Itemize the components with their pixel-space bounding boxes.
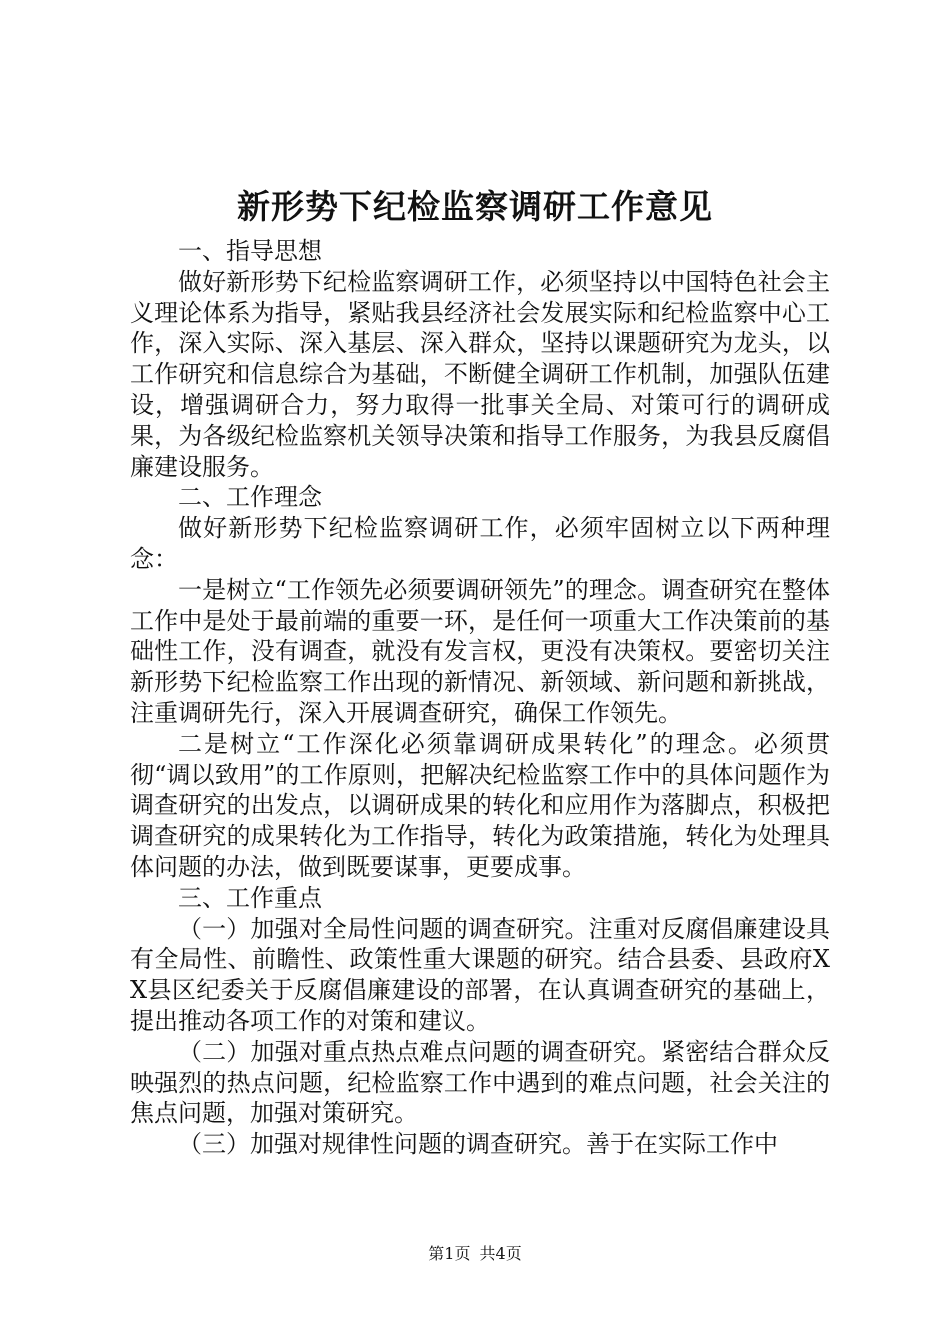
page-number: 第1页 — [428, 1244, 471, 1263]
paragraph: 一是树立“工作领先必须要调研领先”的理念。调查研究在整体工作中是处于最前端的重要一环，是任何一项重大工作决策前的基础性工作，没有调查，就没有发言权，更没有决策权。要密切关注新形势下纪检监察工作出现的新情况、新领域、新问题和新挑战，注重调研先行，深入开展调查研究，确保工作领先。 — [130, 575, 830, 727]
page-total: 共4页 — [479, 1244, 522, 1263]
document-body — [130, 236, 830, 1160]
section-heading: 二、工作理念 — [178, 483, 322, 512]
paragraph: （三）加强对规律性问题的调查研究。善于在实际工作中 — [178, 1130, 778, 1159]
paragraph: 二是树立“工作深化必须靠调研成果转化”的理念。必须贯彻“调以致用”的工作原则，把解决纪检监察工作中的具体问题作为调查研究的出发点，以调研成果的转化和应用作为落脚点，积极把调查研究的成果转化为工作指导，转化为政策措施，转化为处理具体问题的办法，做到既要谋事，更要成事。 — [130, 729, 830, 881]
paragraph: （一）加强对全局性问题的调查研究。注重对反腐倡廉建设具有全局性、前瞻性、政策性重大课题的研究。结合县委、县政府XX县区纪委关于反腐倡廉建设的部署，在认真调查研究的基础上，提出推动各项工作的对策和建议。 — [130, 914, 830, 1035]
section-heading: 一、指导思想 — [178, 237, 322, 265]
paragraph: （二）加强对重点热点难点问题的调查研究。紧密结合群众反映强烈的热点问题，纪检监察工作中遇到的难点问题，社会关注的焦点问题，加强对策研究。 — [130, 1037, 830, 1128]
document-title: 新形势下纪检监察调研工作意见 — [237, 187, 713, 226]
section-heading: 三、工作重点 — [178, 883, 322, 912]
page-footer — [0, 1243, 950, 1265]
paragraph: 做好新形势下纪检监察调研工作，必须坚持以中国特色社会主义理论体系为指导，紧贴我县经济社会发展实际和纪检监察中心工作，深入实际、深入基层、深入群众，坚持以课题研究为龙头，以工作研究和信息综合为基础，不断健全调研工作机制，加强队伍建设，增强调研合力，努力取得一批事关全局、对策可行的调研成果，为各级纪检监察机关领导决策和指导工作服务，为我县反腐倡廉建设服务。 — [130, 267, 830, 481]
paragraph: 做好新形势下纪检监察调研工作，必须牢固树立以下两种理念： — [130, 514, 830, 573]
